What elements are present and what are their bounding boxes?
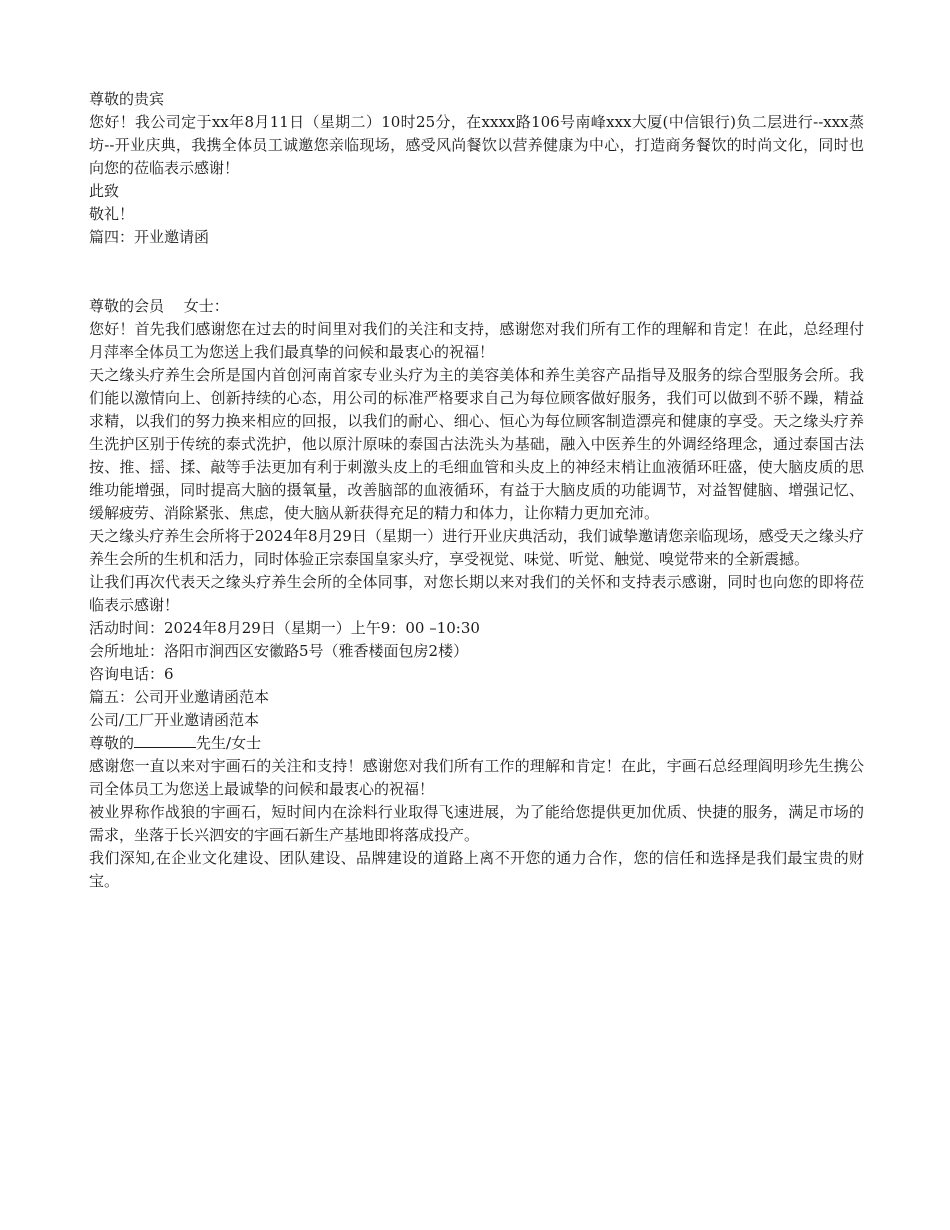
- section-gap: [89, 249, 864, 295]
- section-title-company: 公司/工厂开业邀请函范本: [89, 711, 260, 729]
- closing-cizhi: 此致: [89, 182, 120, 200]
- heading-part-four: 篇四：开业邀请函: [89, 228, 210, 246]
- paragraph-opening-event: 天之缘头疗养生会所将于2024年8月29日（星期一）进行开业庆典活动，我们诚挚邀请您亲临现场，感受天之缘头疗养生会所的生机和活力，同时体验正宗泰国皇家头疗，享受视觉、味觉、听觉、触觉、嗅觉带来的全新震撼。: [89, 527, 864, 568]
- paragraph-gratitude: 让我们再次代表天之缘头疗养生会所的全体同事，对您长期以来对我们的关怀和支持表示感谢，同时也向您的即将莅临表示感谢！: [89, 573, 864, 614]
- heading-part-five: 篇五：公司开业邀请函范本: [89, 688, 270, 706]
- salutation-sir-madam: [89, 732, 864, 755]
- paragraph-company-thanks: 感谢您一直以来对宇画石的关注和支持！感谢您对我们所有工作的理解和肯定！在此，宇画石总经理阎明珍先生携公司全体员工为您送上最诚挚的问候和最衷心的祝福！: [89, 757, 864, 798]
- document-page: [89, 88, 864, 893]
- event-phone: 咨询电话：6: [89, 665, 174, 683]
- paragraph-thanks: 您好！首先我们感谢您在过去的时间里对我们的关注和支持，感谢您对我们所有工作的理解和肯定！在此，总经理付月萍率全体员工为您送上我们最真挚的问候和最衷心的祝福！: [89, 320, 864, 361]
- salutation-member: 尊敬的会员 女士：: [89, 297, 229, 315]
- paragraph-company-progress: 被业界称作战狼的宇画石，短时间内在涂料行业取得飞速进展，为了能给您提供更加优质、快捷的服务，满足市场的需求，坐落于长兴泗安的宇画石新生产基地即将落成投产。: [89, 803, 864, 844]
- name-blank-line: [134, 733, 196, 748]
- invitation-body-steam: 您好！我公司定于xx年8月11日（星期二）10时25分，在xxxx路106号南峰xxx大厦(中信银行)负二层进行--xxx蒸坊--开业庆典，我携全体员工诚邀您亲临现场，感受风尚餐饮以营养健康为中心，打造商务餐饮的时尚文化，同时也向您的莅临表示感谢！: [89, 113, 864, 177]
- salutation-guests: 尊敬的贵宾: [89, 90, 165, 108]
- salutation-suffix: 先生/女士: [196, 734, 262, 752]
- paragraph-company-partnership: 我们深知,在企业文化建设、团队建设、品牌建设的道路上离不开您的通力合作，您的信任和选择是我们最宝贵的财宝。: [89, 849, 864, 890]
- salutation-prefix: 尊敬的: [89, 734, 135, 752]
- closing-jingli: 敬礼！: [89, 205, 135, 223]
- event-time: 活动时间：2024年8月29日（星期一）上午9：00 –10:30: [89, 619, 480, 637]
- paragraph-introduction: 天之缘头疗养生会所是国内首创河南首家专业头疗为主的美容美体和养生美容产品指导及服务的综合型服务会所。我们能以激情向上、创新持续的心态，用公司的标准严格要求自己为每位顾客做好服务，我们可以做到不骄不躁，精益求精，以我们的努力换来相应的回报，以我们的耐心、细心、恒心为每位顾客制造漂亮和健康的享受。天之缘头疗养生洗护区别于传统的泰式洗护，他以原汁原味的泰国古法洗头为基础，融入中医养生的外调经络理念，通过泰国古法按、推、揺、揉、敲等手法更加有利于刺激头皮上的毛细血管和头皮上的神经末梢让血液循环旺盛，使大脑皮质的思维功能增强，同时提高大脑的摄氧量，改善脑部的血液循环，有益于大脑皮质的功能调节，对益智健脑、增强记忆、缓解疲劳、消除紧张、焦虑，使大脑从新获得充足的精力和体力，让你精力更加充沛。: [89, 366, 864, 522]
- event-address: 会所地址：洛阳市涧西区安徽路5号（雅香楼面包房2楼）: [89, 642, 469, 660]
